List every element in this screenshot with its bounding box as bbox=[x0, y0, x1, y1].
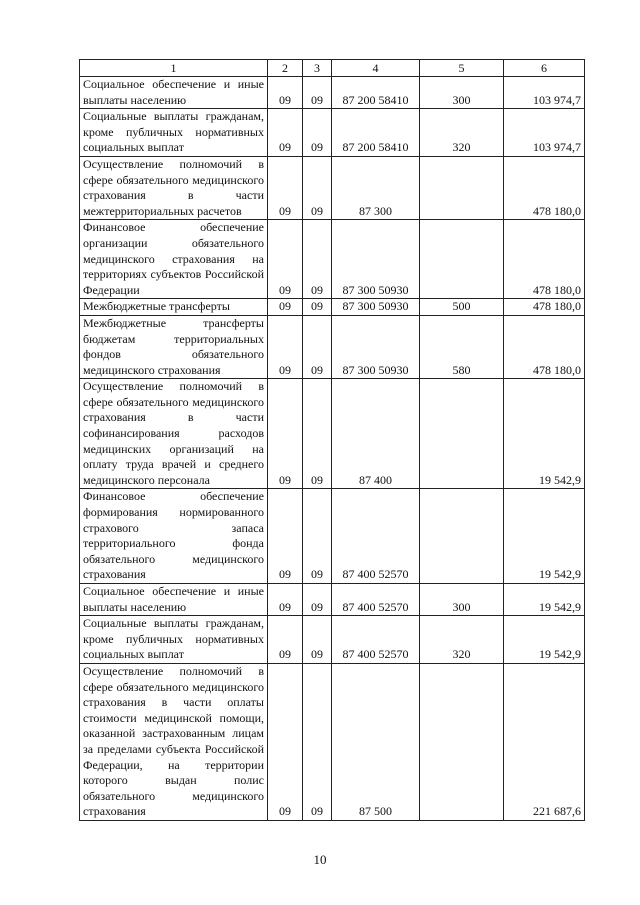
row-subsection: 09 bbox=[303, 299, 332, 316]
row-expense-type bbox=[420, 379, 504, 489]
row-subsection: 09 bbox=[303, 77, 332, 109]
header-col-4: 4 bbox=[332, 60, 420, 77]
row-section: 09 bbox=[268, 220, 303, 299]
row-sum: 478 180,0 bbox=[504, 220, 585, 299]
row-subsection: 09 bbox=[303, 616, 332, 664]
row-sum: 103 974,7 bbox=[504, 77, 585, 109]
table-row bbox=[80, 156, 585, 219]
table-row bbox=[80, 489, 585, 584]
row-sum: 478 180,0 bbox=[504, 156, 585, 219]
row-target-article: 87 200 58410 bbox=[332, 77, 420, 109]
row-expense-type: 320 bbox=[420, 109, 504, 157]
row-target-article: 87 300 50930 bbox=[332, 299, 420, 316]
row-section: 09 bbox=[268, 663, 303, 820]
row-target-article: 87 300 50930 bbox=[332, 220, 420, 299]
row-section: 09 bbox=[268, 616, 303, 664]
header-col-1: 1 bbox=[80, 60, 268, 77]
table-row bbox=[80, 379, 585, 489]
row-section: 09 bbox=[268, 379, 303, 489]
row-target-article: 87 300 bbox=[332, 156, 420, 219]
table-row bbox=[80, 220, 585, 299]
row-sum: 103 974,7 bbox=[504, 109, 585, 157]
row-section: 09 bbox=[268, 156, 303, 219]
table-row bbox=[80, 299, 585, 316]
row-subsection: 09 bbox=[303, 663, 332, 820]
header-col-5: 5 bbox=[420, 60, 504, 77]
row-sum: 19 542,9 bbox=[504, 616, 585, 664]
table-row bbox=[80, 584, 585, 616]
row-target-article: 87 200 58410 bbox=[332, 109, 420, 157]
table-row bbox=[80, 663, 585, 820]
row-name: Осуществление полномочий в сфере обязательного медицинского страхования в части софинансирования расходов медицинских организаций на оплату труда врачей и среднего медицинского персонала bbox=[80, 379, 268, 489]
row-expense-type bbox=[420, 156, 504, 219]
table-row bbox=[80, 77, 585, 109]
table-row bbox=[80, 109, 585, 157]
row-sum: 478 180,0 bbox=[504, 315, 585, 378]
row-expense-type: 580 bbox=[420, 315, 504, 378]
table-row bbox=[80, 315, 585, 378]
row-target-article: 87 500 bbox=[332, 663, 420, 820]
row-name: Социальное обеспечение и иные выплаты населению bbox=[80, 77, 268, 109]
row-target-article: 87 400 52570 bbox=[332, 584, 420, 616]
header-col-2: 2 bbox=[268, 60, 303, 77]
row-target-article: 87 400 52570 bbox=[332, 616, 420, 664]
row-sum: 478 180,0 bbox=[504, 299, 585, 316]
row-name: Осуществление полномочий в сфере обязательного медицинского страхования в части оплаты стоимости медицинской помощи, оказанной застрахованным лицам за пределами субъекта Российской Федерации, на территории которого выдан полис обязательного медицинского страхования bbox=[80, 663, 268, 820]
row-name: Социальные выплаты гражданам, кроме публичных нормативных социальных выплат bbox=[80, 109, 268, 157]
row-sum: 221 687,6 bbox=[504, 663, 585, 820]
row-section: 09 bbox=[268, 315, 303, 378]
header-col-6: 6 bbox=[504, 60, 585, 77]
row-expense-type bbox=[420, 489, 504, 584]
row-subsection: 09 bbox=[303, 109, 332, 157]
row-subsection: 09 bbox=[303, 220, 332, 299]
row-sum: 19 542,9 bbox=[504, 489, 585, 584]
row-target-article: 87 400 52570 bbox=[332, 489, 420, 584]
row-section: 09 bbox=[268, 584, 303, 616]
page-number: 10 bbox=[313, 852, 327, 867]
row-name: Финансовое обеспечение организации обязательного медицинского страхования на территориях субъектов Российской Федерации bbox=[80, 220, 268, 299]
row-name: Финансовое обеспечение формирования нормированного страхового запаса территориального фонда обязательного медицинского страхования bbox=[80, 489, 268, 584]
row-name: Осуществление полномочий в сфере обязательного медицинского страхования в части межтерриториальных расчетов bbox=[80, 156, 268, 219]
row-expense-type bbox=[420, 663, 504, 820]
budget-table bbox=[79, 59, 585, 821]
row-expense-type bbox=[420, 220, 504, 299]
row-section: 09 bbox=[268, 77, 303, 109]
row-expense-type: 320 bbox=[420, 616, 504, 664]
row-sum: 19 542,9 bbox=[504, 584, 585, 616]
row-name: Социальные выплаты гражданам, кроме публичных нормативных социальных выплат bbox=[80, 616, 268, 664]
header-col-3: 3 bbox=[303, 60, 332, 77]
row-name: Социальное обеспечение и иные выплаты населению bbox=[80, 584, 268, 616]
row-sum: 19 542,9 bbox=[504, 379, 585, 489]
row-subsection: 09 bbox=[303, 379, 332, 489]
row-section: 09 bbox=[268, 489, 303, 584]
row-section: 09 bbox=[268, 299, 303, 316]
row-name: Межбюджетные трансферты бюджетам территориальных фондов обязательного медицинского страхования bbox=[80, 315, 268, 378]
row-expense-type: 500 bbox=[420, 299, 504, 316]
row-expense-type: 300 bbox=[420, 77, 504, 109]
row-expense-type: 300 bbox=[420, 584, 504, 616]
row-name: Межбюджетные трансферты bbox=[80, 299, 268, 316]
row-subsection: 09 bbox=[303, 315, 332, 378]
row-subsection: 09 bbox=[303, 489, 332, 584]
table-row bbox=[80, 616, 585, 664]
row-target-article: 87 400 bbox=[332, 379, 420, 489]
row-subsection: 09 bbox=[303, 584, 332, 616]
row-section: 09 bbox=[268, 109, 303, 157]
row-subsection: 09 bbox=[303, 156, 332, 219]
header-row bbox=[80, 60, 585, 77]
row-target-article: 87 300 50930 bbox=[332, 315, 420, 378]
